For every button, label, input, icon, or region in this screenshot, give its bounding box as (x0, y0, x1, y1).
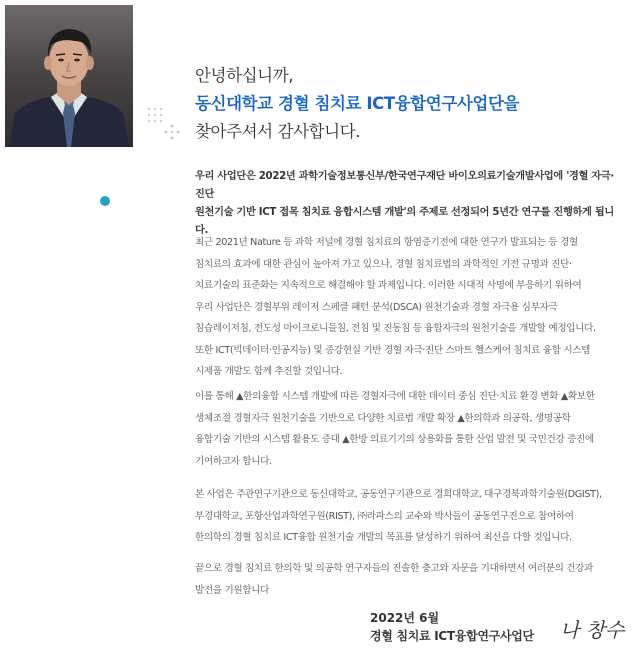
paragraph-line: 본 사업은 주관연구기관으로 동신대학교, 공동연구기관으로 경희대학교, 대구경북과학기술원(DGIST), (195, 489, 602, 500)
dot-cluster-decoration (164, 124, 180, 140)
paragraph-line: 이를 통해 ▲한의융합 시스템 개발에 따른 경혈자극에 대한 데이터 중심 진단·치료 환경 변화 ▲확보한 (195, 391, 595, 402)
paragraph-line: 침치료의 효과에 대한 관심이 높아져 가고 있으나, 경혈 침치료법의 과학적인 기전 규명과 진단· (195, 258, 572, 270)
teal-dot-decoration (99, 195, 111, 207)
signature-organization: 경혈 침치료 ICT융합연구사업단 (370, 629, 534, 643)
greeting-organization: 동신대학교 경혈 침치료 ICT융합연구사업단을 (195, 94, 520, 113)
paragraph-line: 기여하고자 합니다. (195, 455, 272, 467)
handwritten-signature: 나 창수 (560, 618, 625, 642)
greeting-line-1: 안녕하십니까, (195, 66, 294, 85)
paragraph-line: 또한 ICT(빅데이터·인공지능) 및 증강현실 기반 경혈 자극·진단 스마트 헬스케어 침치료 융합 시스템 (195, 344, 591, 356)
paragraph-line: 발전을 기원합니다 (195, 584, 270, 596)
intro-line: 우리 사업단은 2022년 과학기술정보통신부/한국연구재단 바이오의료기술개발사업에 '경혈 자극·진단 (195, 171, 615, 200)
paragraph-line: 우리 사업단은 경혈부위 레이저 스페클 패턴 분석(DSCA) 원천기술과 경혈 자극용 심부자극 (195, 301, 558, 313)
paragraph-line: 시제품 개발도 함께 추진할 것입니다. (195, 366, 343, 377)
portrait-photo (5, 5, 133, 147)
intro-paragraph (195, 168, 615, 240)
paragraph-line: 부경대학교, 포항산업과학연구원(RIST), ㈜라파스의 교수와 박사들이 공동연구진으로 참여하여 (195, 510, 574, 522)
greeting-heading (195, 62, 519, 146)
body-paragraph-3 (195, 484, 625, 549)
paragraph-line: 생체조절 경혈자극 원천기술을 기반으로 다양한 치료법 개발 확장 ▲한의학과 의공학, 생명공학 (195, 412, 571, 424)
intro-line: 원천기술 기반 ICT 접목 침치료 융합시스템 개발'의 주제로 선정되어 5년간 연구를 진행하게 됩니다. (195, 207, 614, 236)
paragraph-line: 치료기술의 표준화는 지속적으로 해결해야 할 과제입니다. 이러한 시대적 사명에 부응하기 위하여 (195, 280, 582, 291)
signature-date: 2022년 6월 (370, 611, 440, 625)
paragraph-line: 끝으로 경혈 침치료 한의학 및 의공학 연구자들의 진솔한 충고와 자문을 기대하면서 여러분의 건강과 (195, 563, 594, 574)
paragraph-line: 침습레이저침, 전도성 마이크로니들침, 전침 및 진동침 등 융합자극의 원천기술을 개발할 예정입니다. (195, 323, 596, 334)
paragraph-line: 융합기술 기반의 시스템 활용도 증대 ▲한방 의료기기의 상용화를 통한 산업 발전 및 국민건강 증진에 (195, 434, 594, 445)
body-paragraph-2 (195, 386, 625, 472)
paragraph-line: 최근 2021년 Nature 등 과학 저널에 경혈 침치료의 항염증기전에 대한 연구가 발표되는 등 경혈 (195, 237, 578, 248)
body-paragraph-4 (195, 558, 625, 601)
body-paragraph-1 (195, 232, 625, 383)
greeting-line-3: 찾아주셔서 감사합니다. (195, 122, 361, 141)
paragraph-line: 한의학의 경혈 침치료 ICT융합 원천기술 개발의 목표를 달성하기 위하여 최선을 다할 것입니다. (195, 532, 572, 543)
